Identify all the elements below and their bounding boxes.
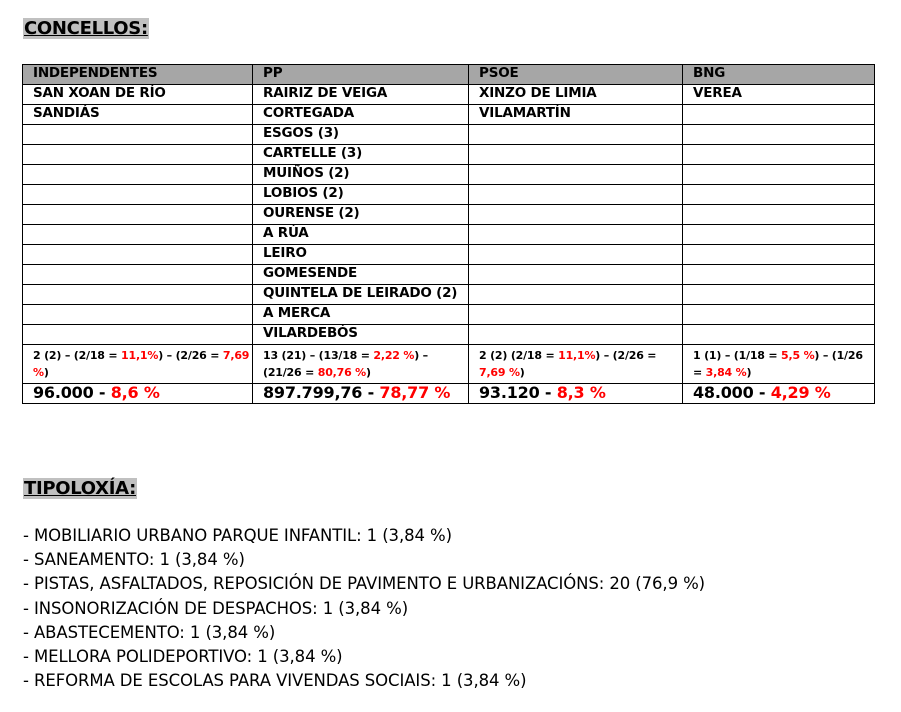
total-amount: 93.120 bbox=[479, 383, 540, 402]
table-cell: VILARDEBÓS bbox=[253, 325, 469, 345]
table-cell bbox=[469, 305, 683, 325]
table-cell: QUINTELA DE LEIRADO (2) bbox=[253, 285, 469, 305]
table-cell bbox=[469, 165, 683, 185]
table-cell: VEREA bbox=[683, 85, 875, 105]
list-item: - REFORMA DE ESCOLAS PARA VIVENDAS SOCIAIS: 1 (3,84 %) bbox=[23, 671, 527, 691]
table-cell bbox=[23, 245, 253, 265]
highlight-percent: 11,1% bbox=[121, 349, 159, 362]
total-cell: 897.799,76 - 78,77 % bbox=[253, 384, 469, 404]
summary-text: 2 (2) – (2/18 = bbox=[33, 349, 122, 362]
total-percent: 78,77 % bbox=[379, 383, 451, 402]
total-cell: 96.000 - 8,6 % bbox=[23, 384, 253, 404]
column-header: BNG bbox=[683, 65, 875, 85]
table-cell: OURENSE (2) bbox=[253, 205, 469, 225]
table-cell: LEIRO bbox=[253, 245, 469, 265]
summary-text: ) – (1/26 = bbox=[693, 349, 863, 379]
table-cell bbox=[683, 325, 875, 345]
table-cell bbox=[683, 105, 875, 125]
table-cell bbox=[683, 245, 875, 265]
table-row bbox=[23, 105, 875, 125]
highlight-percent: 80,76 % bbox=[317, 366, 366, 379]
table-header-row bbox=[23, 65, 875, 85]
total-amount: 897.799,76 bbox=[263, 383, 363, 402]
highlight-percent: 11,1% bbox=[558, 349, 596, 362]
table-cell bbox=[469, 245, 683, 265]
list-item: - INSONORIZACIÓN DE DESPACHOS: 1 (3,84 %) bbox=[23, 598, 409, 618]
table-cell: XINZO DE LIMIA bbox=[469, 85, 683, 105]
summary-row bbox=[23, 345, 875, 384]
table-cell bbox=[683, 225, 875, 245]
section-title-tipoloxia: TIPOLOXÍA: bbox=[24, 478, 136, 499]
table-row bbox=[23, 205, 875, 225]
tipoloxia-list bbox=[23, 524, 705, 693]
table-cell bbox=[469, 205, 683, 225]
table-row bbox=[23, 165, 875, 185]
table-cell bbox=[23, 285, 253, 305]
table-cell: SANDIÁS bbox=[23, 105, 253, 125]
column-header: PP bbox=[253, 65, 469, 85]
table-cell bbox=[469, 225, 683, 245]
table-cell: MUIÑOS (2) bbox=[253, 165, 469, 185]
table-cell bbox=[683, 205, 875, 225]
table-cell bbox=[23, 185, 253, 205]
table-row bbox=[23, 185, 875, 205]
table-cell bbox=[683, 145, 875, 165]
concellos-table bbox=[22, 64, 875, 404]
table-cell bbox=[469, 265, 683, 285]
summary-text: ) bbox=[43, 366, 49, 379]
table-cell bbox=[23, 165, 253, 185]
total-percent: 8,6 % bbox=[110, 383, 160, 402]
section-title-concellos: CONCELLOS: bbox=[24, 18, 148, 39]
table-cell: A RÚA bbox=[253, 225, 469, 245]
table-row bbox=[23, 245, 875, 265]
totals-row bbox=[23, 384, 875, 404]
summary-text: ) bbox=[746, 366, 752, 379]
summary-cell bbox=[469, 345, 683, 384]
column-header: INDEPENDENTES bbox=[23, 65, 253, 85]
summary-cell bbox=[23, 345, 253, 384]
summary-text: ) – (2/26 = bbox=[158, 349, 223, 362]
table-cell bbox=[23, 205, 253, 225]
table-cell bbox=[683, 185, 875, 205]
table-row bbox=[23, 125, 875, 145]
table-row bbox=[23, 305, 875, 325]
list-item: - SANEAMENTO: 1 (3,84 %) bbox=[23, 550, 245, 570]
summary-cell bbox=[683, 345, 875, 384]
summary-cell bbox=[253, 345, 469, 384]
highlight-percent: 3,84 % bbox=[705, 366, 747, 379]
highlight-percent: 2,22 % bbox=[373, 349, 415, 362]
table-cell bbox=[469, 145, 683, 165]
table-cell: VILAMARTÍN bbox=[469, 105, 683, 125]
summary-text: 2 (2) (2/18 = bbox=[479, 349, 559, 362]
table-cell bbox=[469, 325, 683, 345]
table-row bbox=[23, 325, 875, 345]
list-item: - ABASTECEMENTO: 1 (3,84 %) bbox=[23, 622, 276, 642]
table-cell bbox=[469, 185, 683, 205]
table-cell bbox=[23, 325, 253, 345]
summary-text: ) bbox=[519, 366, 525, 379]
table-cell: CORTEGADA bbox=[253, 105, 469, 125]
total-percent: 4,29 % bbox=[770, 383, 831, 402]
summary-text: ) – (2/26 = bbox=[595, 349, 657, 362]
table-cell bbox=[683, 165, 875, 185]
summary-text: ) bbox=[366, 366, 371, 379]
summary-text: 1 (1) – (1/18 = bbox=[693, 349, 782, 362]
highlight-percent: 7,69 % bbox=[33, 349, 250, 379]
total-cell: 93.120 - 8,3 % bbox=[469, 384, 683, 404]
table-cell bbox=[23, 145, 253, 165]
table-row bbox=[23, 285, 875, 305]
highlight-percent: 5,5 % bbox=[781, 349, 815, 362]
table-cell: ESGOS (3) bbox=[253, 125, 469, 145]
table-cell bbox=[683, 305, 875, 325]
list-item: - MELLORA POLIDEPORTIVO: 1 (3,84 %) bbox=[23, 647, 343, 667]
table-row bbox=[23, 145, 875, 165]
table-cell bbox=[23, 125, 253, 145]
table-row bbox=[23, 225, 875, 245]
table-cell: A MERCA bbox=[253, 305, 469, 325]
table-cell bbox=[683, 285, 875, 305]
table-cell bbox=[683, 125, 875, 145]
table-cell bbox=[23, 305, 253, 325]
total-percent: 8,3 % bbox=[556, 383, 606, 402]
column-header: PSOE bbox=[469, 65, 683, 85]
table-cell bbox=[469, 285, 683, 305]
highlight-percent: 7,69 % bbox=[479, 366, 520, 379]
table-cell: CARTELLE (3) bbox=[253, 145, 469, 165]
total-cell: 48.000 - 4,29 % bbox=[683, 384, 875, 404]
summary-text: ) – (21/26 = bbox=[263, 349, 428, 379]
table-cell bbox=[23, 225, 253, 245]
total-amount: 48.000 bbox=[693, 383, 754, 402]
table-row bbox=[23, 85, 875, 105]
table-cell: SAN XOAN DE RÍO bbox=[23, 85, 253, 105]
total-amount: 96.000 bbox=[33, 383, 94, 402]
table-cell bbox=[683, 265, 875, 285]
summary-text: 13 (21) – (13/18 = bbox=[263, 349, 374, 362]
list-item: - PISTAS, ASFALTADOS, REPOSICIÓN DE PAVIMENTO E URBANIZACIÓNS: 20 (76,9 %) bbox=[23, 574, 706, 594]
table-cell bbox=[469, 125, 683, 145]
table-cell bbox=[23, 265, 253, 285]
table-cell: RAIRIZ DE VEIGA bbox=[253, 85, 469, 105]
table-cell: GOMESENDE bbox=[253, 265, 469, 285]
table-row bbox=[23, 265, 875, 285]
table-cell: LOBIOS (2) bbox=[253, 185, 469, 205]
list-item: - MOBILIARIO URBANO PARQUE INFANTIL: 1 (3,84 %) bbox=[23, 526, 452, 545]
